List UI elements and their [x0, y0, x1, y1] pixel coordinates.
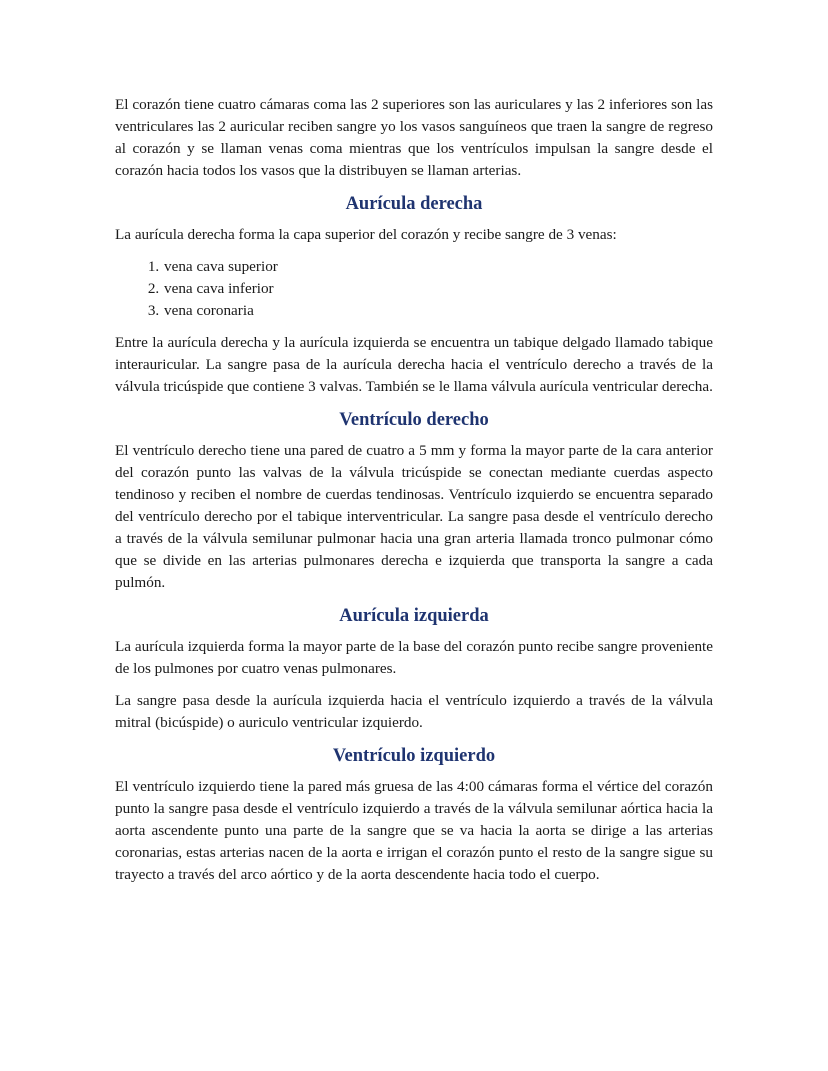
document-page	[115, 94, 713, 896]
section-heading: Aurícula izquierda	[339, 606, 489, 626]
section-paragraph: El ventrículo izquierdo tiene la pared más gruesa de las 4:00 cámaras forma el vértice del corazón punto la sangre pasa desde el ventrículo izquierdo a través de la válvula semilunar aórtica hacia la aorta ascendente punto una parte de la sangre que se va hacia la aorta se dirige a las arterias coronarias, estas arterias nacen de la aorta e irrigan el corazón punto el resto de la sangre sigue su trayecto a través del arco aórtico y de la aorta descendente hacia todo el cuerpo.	[115, 778, 713, 883]
section-paragraph: Entre la aurícula derecha y la aurícula izquierda se encuentra un tabique delgado llamado tabique interauricular. La sangre pasa de la aurícula derecha hacia el ventrículo derecho a través de la válvula tricúspide que contiene 3 valvas. También se le llama válvula aurícula ventricular derecha.	[115, 334, 713, 395]
list-item: 1. vena cava superior	[163, 256, 713, 278]
section-auricula-derecha	[115, 192, 713, 398]
section-auricula-izquierda	[115, 604, 713, 734]
veins-list	[115, 256, 713, 322]
list-item: 3. vena coronaria	[163, 300, 713, 322]
section-paragraph: La aurícula derecha forma la capa superior del corazón y recibe sangre de 3 venas:	[115, 226, 617, 243]
section-ventriculo-izquierdo	[115, 744, 713, 886]
section-ventriculo-derecho	[115, 408, 713, 594]
section-paragraph: La sangre pasa desde la aurícula izquierda hacia el ventrículo izquierdo a través de la válvula mitral (bicúspide) o auriculo ventricular izquierdo.	[115, 692, 713, 731]
section-heading: Ventrículo derecho	[339, 410, 489, 430]
list-item: 2. vena cava inferior	[163, 278, 713, 300]
section-paragraph: El ventrículo derecho tiene una pared de cuatro a 5 mm y forma la mayor parte de la cara anterior del corazón punto las valvas de la válvula tricúspide se conectan mediante cuerdas aspecto tendinoso y reciben el nombre de cuerdas tendinosas. Ventrículo izquierdo se encuentra separado del ventrículo derecho por el tabique interventricular. La sangre pasa desde el ventrículo derecho a través de la válvula semilunar pulmonar hacia una gran arteria llamada tronco pulmonar cómo que se divide en las arterias pulmonares derecha e izquierda que transporta la sangre a cada pulmón.	[115, 442, 713, 591]
section-paragraph: La aurícula izquierda forma la mayor parte de la base del corazón punto recibe sangre proveniente de los pulmones por cuatro venas pulmonares.	[115, 638, 713, 677]
intro-paragraph: El corazón tiene cuatro cámaras coma las 2 superiores son las auriculares y las 2 inferiores son las ventriculares las 2 auricular reciben sangre yo los vasos sanguíneos que traen la sangre de regreso al corazón y se llaman venas coma mientras que los ventrículos impulsan la sangre desde el corazón hacia todos los vasos que la distribuyen se llaman arterias.	[115, 96, 713, 179]
section-heading: Aurícula derecha	[345, 194, 483, 214]
section-heading: Ventrículo izquierdo	[332, 746, 496, 766]
